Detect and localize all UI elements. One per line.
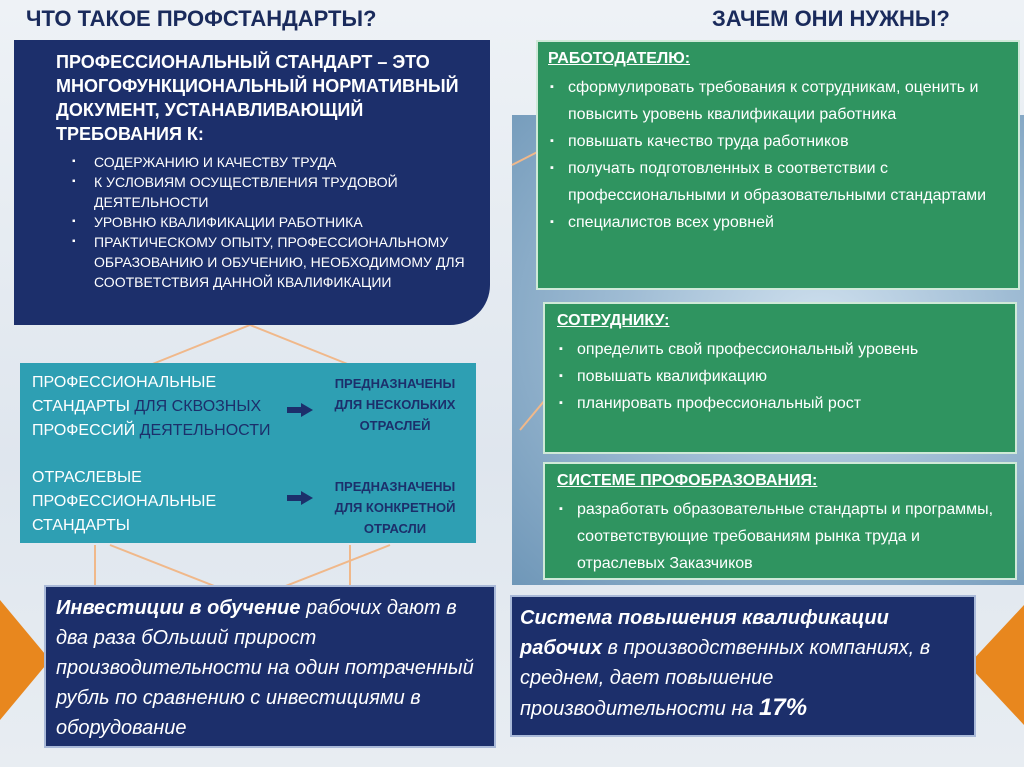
invest-text: [56, 593, 484, 743]
employer-box: [536, 40, 1020, 290]
list-item: ▪ повышать квалификацию: [557, 363, 1003, 390]
list-item: ▪ ПРАКТИЧЕСКОМУ ОПЫТУ, ПРОФЕССИОНАЛЬНОМУ ОБРАЗОВАНИЮ И ОБУЧЕНИЮ, НЕОБХОДИМОМУ ДЛЯ СООТВЕТСТВИЯ ДАННОЙ КВАЛИФИКАЦИИ: [72, 232, 474, 292]
list-item: ▪ получать подготовленных в соответствии с профессиональными и образовательными стандартами: [548, 155, 1008, 209]
invest-box: [44, 585, 496, 748]
cross-standards-label: [32, 371, 292, 443]
label-part: ПРОФЕССИЙ: [32, 422, 136, 439]
employee-heading: СОТРУДНИКУ:: [557, 312, 670, 329]
system-box: [510, 595, 976, 737]
label-part: ДЕЯТЕЛЬНОСТИ: [139, 422, 271, 439]
education-box: [543, 462, 1017, 580]
education-heading: СИСТЕМЕ ПРОФОБРАЗОВАНИЯ:: [557, 472, 818, 489]
label-part: СТАНДАРТЫ: [32, 398, 130, 415]
list-item: ▪ специалистов всех уровней: [548, 209, 1008, 236]
label-part: ДЛЯ СКВОЗНЫХ: [134, 398, 262, 415]
invest-rest: рабочих дают в два раза бОльший прирост производительности на один потраченный рубль по сравнению с инвестициями в оборудование: [56, 597, 474, 739]
employee-box: [543, 302, 1017, 454]
list-item: ▪ СОДЕРЖАНИЮ И КАЧЕСТВУ ТРУДА: [72, 152, 474, 172]
industry-standards-target: ПРЕДНАЗНАЧЕНЫ ДЛЯ КОНКРЕТНОЙ ОТРАСЛИ: [334, 479, 456, 536]
employer-list: [548, 74, 1008, 236]
list-item: ▪ определить свой профессиональный уровень: [557, 336, 1003, 363]
arrow-right-icon: [287, 403, 313, 417]
employer-heading: РАБОТОДАТЕЛЮ:: [548, 50, 691, 67]
orange-triangle-right: [968, 600, 1024, 730]
system-rest: в производственных компаниях, в среднем, дает повышение производительности на: [520, 637, 931, 720]
definition-heading: ПРОФЕССИОНАЛЬНЫЙ СТАНДАРТ – ЭТО МНОГОФУНКЦИОНАЛЬНЫЙ НОРМАТИВНЫЙ ДОКУМЕНТ, УСТАНАВЛИВАЮЩИЙ ТРЕБОВАНИЯ К:: [56, 52, 459, 144]
standard-types-box: [20, 363, 476, 543]
arrow-right-icon: [287, 491, 313, 505]
list-item: ▪ разработать образовательные стандарты и программы, соответствующие требованиям рынка труда и отраслевых Заказчиков: [557, 496, 1003, 577]
employee-list: [557, 336, 1003, 417]
left-title: ЧТО ТАКОЕ ПРОФСТАНДАРТЫ?: [26, 6, 377, 31]
right-title: ЗАЧЕМ ОНИ НУЖНЫ?: [712, 6, 950, 31]
label-part: ПРОФЕССИОНАЛЬНЫЕ: [32, 374, 217, 391]
orange-triangle-left: [0, 595, 50, 725]
industry-standards-label: ОТРАСЛЕВЫЕ ПРОФЕССИОНАЛЬНЫЕ СТАНДАРТЫ: [32, 469, 217, 534]
list-item: ▪ сформулировать требования к сотрудникам, оценить и повысить уровень квалификации работника: [548, 74, 1008, 128]
definition-list: [72, 152, 474, 292]
system-text: [520, 603, 966, 724]
list-item: ▪ планировать профессиональный рост: [557, 390, 1003, 417]
system-bold: Система повышения квалификации рабочих: [520, 607, 889, 659]
definition-box: [14, 40, 490, 325]
list-item: ▪ повышать качество труда работников: [548, 128, 1008, 155]
education-list: [557, 496, 1003, 577]
system-percent: 17%: [759, 694, 808, 721]
list-item: ▪ УРОВНЮ КВАЛИФИКАЦИИ РАБОТНИКА: [72, 212, 474, 232]
list-item: ▪ К УСЛОВИЯМ ОСУЩЕСТВЛЕНИЯ ТРУДОВОЙ ДЕЯТЕЛЬНОСТИ: [72, 172, 474, 212]
cross-standards-target: ПРЕДНАЗНАЧЕНЫ ДЛЯ НЕСКОЛЬКИХ ОТРАСЛЕЙ: [334, 376, 456, 433]
invest-bold: Инвестиции в обучение: [56, 597, 301, 619]
